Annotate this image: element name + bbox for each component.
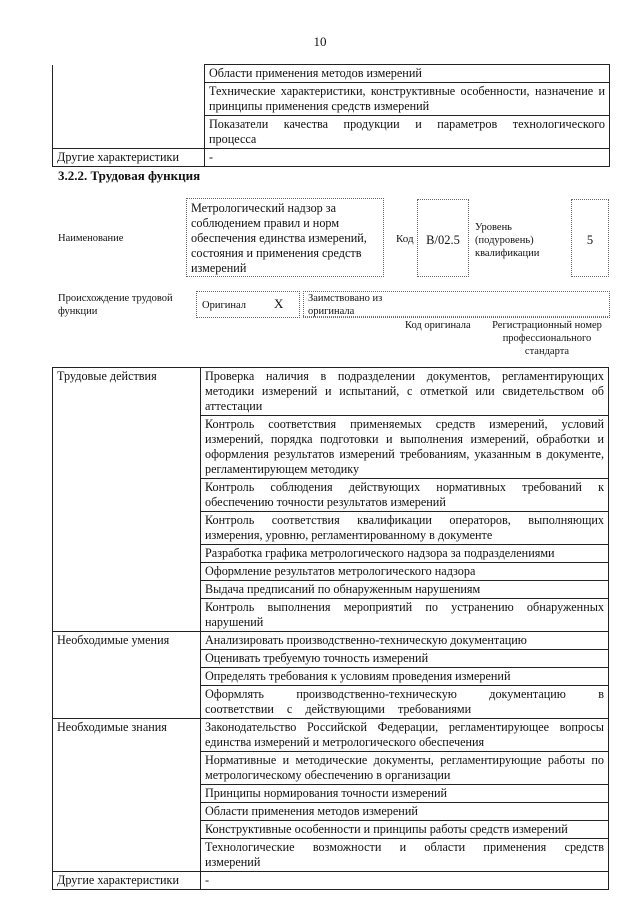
other-characteristics-value: - [205,149,610,167]
knowledge-item: Принципы нормирования точности измерений [201,785,609,803]
knowledge-item: Технические характеристики, конструктивные особенности, назначение и принципы применения средств измерений [205,83,610,116]
knowledge-item: Показатели качества продукции и параметров технологического процесса [205,116,610,149]
skill-item: Анализировать производственно-техническую документацию [201,632,609,650]
knowledge-item: Области применения методов измерений [205,65,610,83]
other-characteristics-value: - [201,872,609,890]
other-characteristics-label: Другие характеристики [53,872,201,890]
action-item: Контроль выполнения мероприятий по устранению обнаруженных нарушений [201,599,609,632]
original-label: Оригинал [202,300,246,311]
actions-label: Трудовые действия [53,368,201,632]
skills-label: Необходимые умения [53,632,201,719]
code-box [417,199,469,277]
knowledge-item: Области применения методов измерений [201,803,609,821]
name-value: Метрологический надзор за соблюдением правил и норм обеспечения единства измерений, состояния и применения средств измерений [191,201,367,275]
borrowed-label: Заимствовано из оригинала [308,293,383,317]
page-number: 10 [313,34,327,49]
code-label: Код [396,233,414,245]
name-box [186,198,384,277]
knowledge-item: Нормативные и методические документы, регламентирующие работы по метрологическому обеспечению в организации [201,752,609,785]
other-characteristics-label: Другие характеристики [53,149,205,167]
action-item: Выдача предписаний по обнаруженным нарушениям [201,581,609,599]
qualification-level-label: Уровень (подуровень) квалификации [475,222,540,259]
level-value: 5 [586,233,594,247]
reg-number-label: Регистрационный номер профессионального стандарта [492,320,602,357]
original-mark: X [274,296,284,311]
skill-item: Оценивать требуемую точность измерений [201,650,609,668]
code-value: B/02.5 [426,233,460,247]
labor-function-table [52,367,609,890]
action-item: Проверка наличия в подразделении документов, регламентирующих методики измерений и испытаний, с отметкой или свидетельством об аттестации [201,368,609,416]
action-item: Контроль соответствия квалификации операторов, выполняющих измерения, уровню, регламентированному в документе [201,512,609,545]
action-item: Контроль соблюдения действующих нормативных требований к обеспечению точности результатов измерений [201,479,609,512]
empty-label-cell [53,65,205,149]
code-original-label: Код оригинала [405,320,471,331]
name-label: Наименование [58,233,124,244]
action-item: Оформление результатов метрологического надзора [201,563,609,581]
knowledge-item: Законодательство Российской Федерации, регламентирующее вопросы единства измерений и метрологического обеспечения [201,719,609,752]
knowledge-item: Технологические возможности и области применения средств измерений [201,839,609,872]
section-title: 3.2.2. Трудовая функция [58,168,201,183]
skill-item: Оформлять производственно-техническую документацию в соответствии с действующими требованиями [201,686,609,719]
origin-underline [303,316,608,317]
skill-item: Определять требования к условиям проведения измерений [201,668,609,686]
knowledge-item: Конструктивные особенности и принципы работы средств измерений [201,821,609,839]
level-box [571,199,609,277]
action-item: Контроль соответствия применяемых средств измерений, условий измерений, порядка подготовки и выполнения измерений, обработки и оформления результатов измерений требованиям, указанным в документе, регламентирующем методику [201,416,609,479]
knowledge-label: Необходимые знания [53,719,201,872]
origin-label: Происхождение трудовой функции [58,293,173,317]
action-item: Разработка графика метрологического надзора за подразделениями [201,545,609,563]
knowledge-continuation-table [52,64,610,167]
